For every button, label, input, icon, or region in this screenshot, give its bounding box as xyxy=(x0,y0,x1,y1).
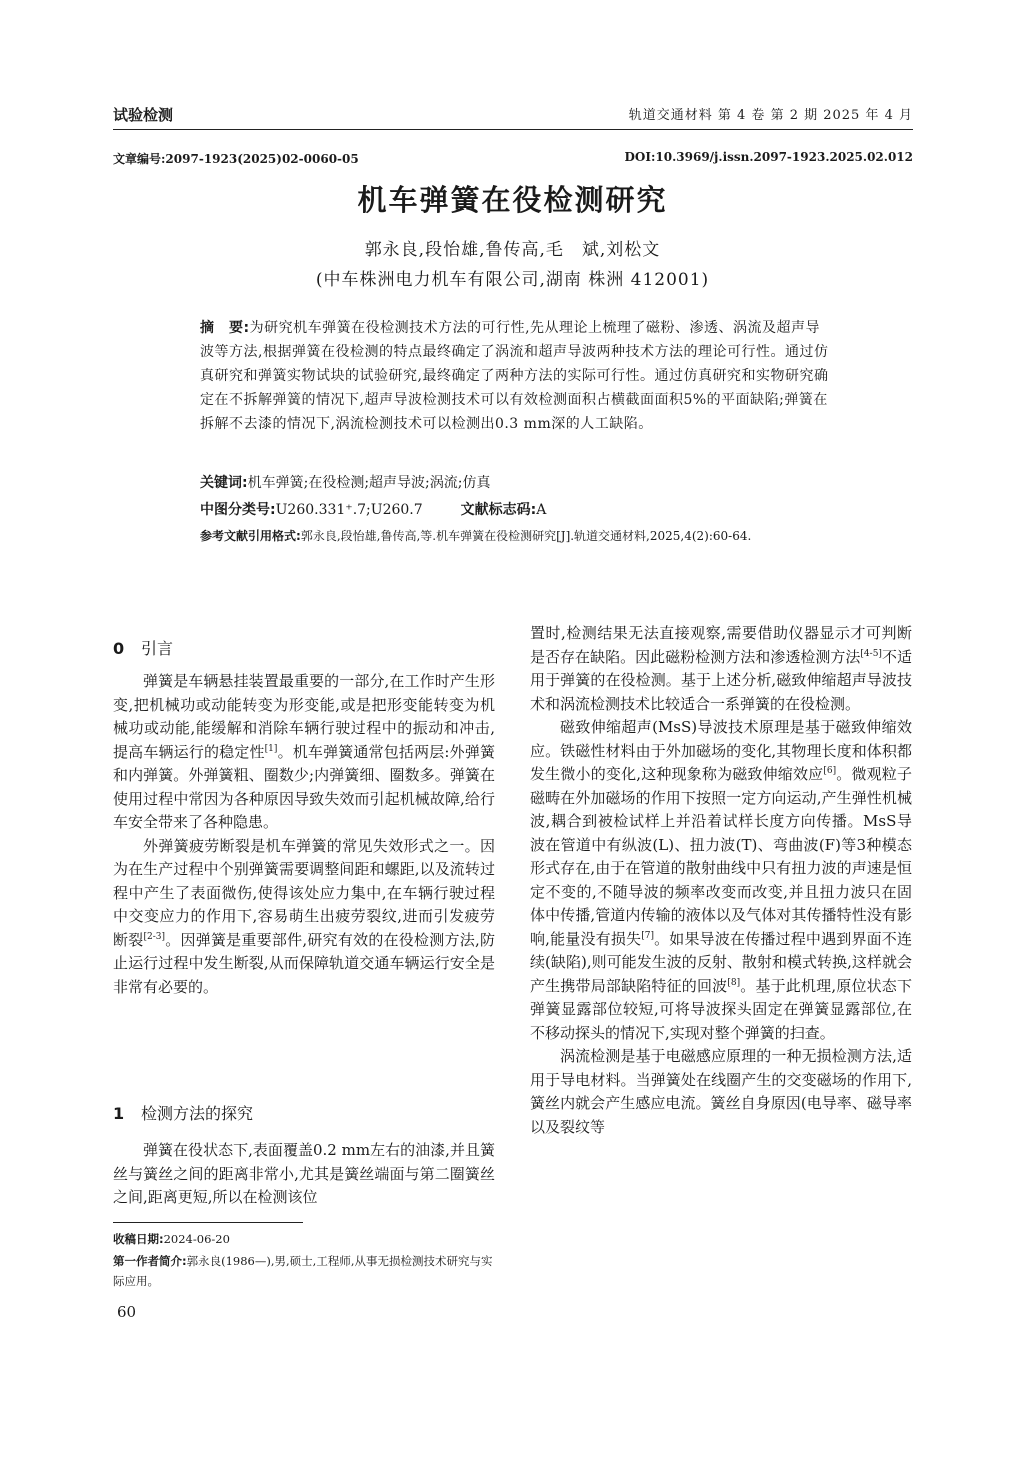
doc-code-value: A xyxy=(536,502,547,518)
left-column-cont xyxy=(113,1139,495,1210)
doi: DOI:10.3969/j.issn.2097-1923.2025.02.012 xyxy=(624,150,913,164)
paper-title: 机车弹簧在役检测研究 xyxy=(357,183,668,217)
reference-mark: [7] xyxy=(641,930,654,941)
clc-value: U260.331⁺.7;U260.7 xyxy=(275,502,423,518)
paragraph: 涡流检测是基于电磁感应原理的一种无损检测方法,适用于导电材料。当弹簧处在线圈产生的交变磁场的作用下,簧丝内就会产生感应电流。簧丝自身原因(电导率、磁导率以及裂纹等 xyxy=(530,1047,912,1136)
page-number: 60 xyxy=(117,1303,137,1321)
keywords xyxy=(200,472,830,492)
keywords-label: 关键词: xyxy=(200,475,248,491)
citation-text: 郭永良,段怡雄,鲁传高,等.机车弹簧在役检测研究[J].轨道交通材料,2025,4(2):60-64. xyxy=(300,529,752,543)
paragraph: 置时,检测结果无法直接观察,需要借助仪器显示才可判断是否存在缺陷。因此磁粉检测方法和渗透检测方法[4-5]不适用于弹簧的在役检测。基于上述分析,磁致伸缩超声导波技术和涡流检测技术比较适合一系弹簧的在役检测。 xyxy=(530,624,912,713)
received-date: 收稿日期:2024-06-20 xyxy=(113,1232,230,1246)
left-column xyxy=(113,670,495,999)
doc-code-label: 文献标志码: xyxy=(460,502,537,518)
paragraph: 弹簧是车辆悬挂装置最重要的一部分,在工作时产生形变,把机械功或动能转变为形变能,或是把形变能转变为机械功或动能,能缓解和消除车辆行驶过程中的振动和冲击,提高车辆运行的稳定性[1]。机车弹簧通常包括两层:外弹簧和内弹簧。外弹簧粗、圈数少;内弹簧细、圈数多。弹簧在使用过程中常因为各种原因导致失效而引起机械故障,给行车安全带来了各种隐患。 xyxy=(113,672,495,831)
section-number: 1 xyxy=(113,1104,125,1123)
affiliation: (中车株洲电力机车有限公司,湖南 株洲 412001) xyxy=(315,270,710,290)
citation-label: 参考文献引用格式: xyxy=(200,529,301,543)
paragraph: 磁致伸缩超声(MsS)导波技术原理是基于磁致伸缩效应。铁磁性材料由于外加磁场的变化,其物理长度和体积都发生微小的变化,这种现象称为磁致伸缩效应[6]。微观粒子磁畴在外加磁场的作用下按照一定方向运动,产生弹性机械波,耦合到被检试样上并沿着试样长度方向传播。MsS导波在管道中有纵波(L)、扭力波(T)、弯曲波(F)等3种模态形式存在,由于在管道的散射曲线中只有扭力波的声速是恒定不变的,不随导波的频率改变而改变,并且扭力波只在固体中传播,管道内传输的液体以及气体对其传播特性没有影响,能量没有损失[7]。如果导波在传播过程中遇到界面不连续(缺陷),则可能发生波的反射、散射和模式转换,这样就会产生携带局部缺陷特征的回波[8]。基于此机理,原位状态下弹簧显露部位较短,可将导波探头固定在弹簧显露部位,在不移动探头的情况下,实现对整个弹簧的扫查。 xyxy=(530,718,912,1042)
reference-mark: [8] xyxy=(727,977,741,988)
journal-info: 轨道交通材料 第 4 卷 第 2 期 2025 年 4 月 xyxy=(628,108,913,123)
paragraph: 外弹簧疲劳断裂是机车弹簧的常见失效形式之一。因为在生产过程中个别弹簧需要调整间距和螺距,以及流转过程中产生了表面微伤,使得该处应力集中,在车辆行驶过程中交变应力的作用下,容易萌生出疲劳裂纹,进而引发疲劳断裂[2-3]。因弹簧是重要部件,研究有效的在役检测方法,防止运行过程中发生断裂,从而保障轨道交通车辆运行安全是非常有必要的。 xyxy=(113,836,495,996)
author-bio: 第一作者简介:郭永良(1986—),男,硕士,工程师,从事无损检测技术研究与实际应用。 xyxy=(113,1254,493,1288)
reference-mark: [6] xyxy=(823,766,837,776)
classification xyxy=(200,499,830,519)
reference-mark: [4-5] xyxy=(860,648,882,659)
abstract-text: 为研究机车弹簧在役检测技术方法的可行性,先从理论上梳理了磁粉、渗透、涡流及超声导波等方法,根据弹簧在役检测的特点最终确定了涡流和超声导波两种技术方法的理论可行性。通过仿真研究和弹簧实物试块的试验研究,最终确定了两种方法的实际可行性。通过仿真研究和实物研究确定在不拆解弹簧的情况下,超声导波检测技术可以有效检测面积占横截面面积5%的平面缺陷;弹簧在拆解不去漆的情况下,涡流检测技术可以检测出0.3 mm深的人工缺陷。 xyxy=(200,320,829,432)
clc-label: 中图分类号: xyxy=(200,502,276,518)
paragraph: 弹簧在役状态下,表面覆盖0.2 mm左右的油漆,并且簧丝与簧丝之间的距离非常小,尤其是簧丝端面与第二圈簧丝之间,距离更短,所以在检测该位 xyxy=(113,1141,495,1206)
section-title: 检测方法的探究 xyxy=(141,1104,254,1123)
right-column xyxy=(530,622,912,1139)
author-list: 郭永良,段怡雄,鲁传高,毛 斌,刘松文 xyxy=(364,240,661,260)
footnote-rule xyxy=(113,1222,303,1223)
section-heading-0 xyxy=(113,636,173,659)
section-heading-1 xyxy=(113,1101,253,1124)
abstract-label: 摘 要: xyxy=(200,320,250,336)
abstract xyxy=(200,316,830,436)
section-title: 引言 xyxy=(141,639,174,658)
reference-mark: [1] xyxy=(264,743,278,754)
reference-mark: [2-3] xyxy=(143,931,165,942)
article-number: 文章编号:2097-1923(2025)02-0060-05 xyxy=(113,152,359,166)
section-number: 0 xyxy=(113,639,125,658)
keywords-text: 机车弹簧;在役检测;超声导波;涡流;仿真 xyxy=(247,475,491,491)
section-label: 试验检测 xyxy=(113,106,174,124)
citation-format xyxy=(200,526,830,546)
header-rule xyxy=(113,129,913,130)
